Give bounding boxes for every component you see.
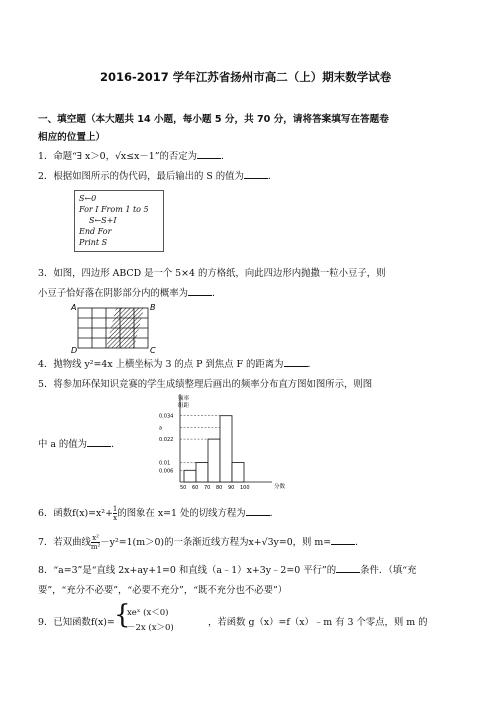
question-6: 6．函数f(x)=x²+ $\frac{1}{x}$ 的图象在 x=1 处的切线方程为 ． [38, 505, 279, 522]
vertex-label-d: D [71, 346, 78, 354]
section-heading-line2: 相应的位置上） [38, 132, 106, 143]
piecewise-brace: { [114, 600, 131, 630]
fraction-numerator: 1 [112, 505, 118, 513]
y-axis-label: 频率 [178, 396, 190, 402]
fraction-numerator: x² [92, 534, 99, 542]
y-tick-label: 0.006 [159, 468, 174, 475]
fraction-denominator: x [113, 514, 118, 522]
q8-text-after: 条件．（填“充 [360, 565, 417, 576]
answer-blank [331, 535, 355, 545]
question-9 [38, 614, 115, 628]
x-tick-label: 100 [240, 485, 250, 491]
histogram-bar [220, 416, 232, 482]
x-tick-label: 60 [192, 485, 199, 491]
q9-prefix: 9．已知函数 [38, 617, 91, 628]
q6-prefix: 6．函数 [38, 508, 73, 519]
answer-blank [336, 563, 360, 573]
q9-function: f(x)= [90, 617, 115, 628]
q3-text: 小豆子恰好落在阴影部分内的概率为 [38, 288, 189, 299]
code-line: Print S [79, 238, 108, 247]
q7-suffix: ，则 m= [292, 537, 332, 548]
pseudocode-box [74, 190, 164, 252]
answer-blank [197, 149, 221, 159]
q8-text: 8．“a=3”是“直线 2x+ay+1=0 和直线（a﹣1）x+3y﹣2=0 平行”的 [38, 565, 337, 576]
answer-blank [244, 169, 268, 179]
vertex-label-b: B [150, 303, 156, 312]
q1-prefix: 1．命题“∃ x＞0， [38, 151, 115, 162]
question-8-line2: 要”，“充分不必要”，“必要不充分”，“既不充分也不必要”） [38, 585, 288, 596]
question-4: 4．抛物线 y²=4x 上横坐标为 3 的点 P 到焦点 F 的距离为 ． [38, 359, 317, 370]
frequency-histogram [156, 392, 291, 494]
vertex-label-a: A [71, 303, 77, 312]
q7-middle: －y²=1(m＞0)的一条渐近线方程为 [100, 537, 249, 548]
x-tick-label: 70 [204, 485, 211, 491]
q5-text: 中 a 的值为 [38, 439, 88, 450]
x-axis-label: 分数 [274, 484, 286, 490]
histogram-bar [232, 463, 244, 483]
q4-text: 4．抛物线 y²=4x 上横坐标为 3 的点 P 到焦点 F 的距离为 [38, 359, 284, 370]
y-axis-label: 组距 [178, 403, 190, 409]
y-tick-label: a [159, 425, 163, 432]
q6-function: f(x)=x²+ [72, 508, 113, 519]
q1-expression: √x≤x－1” [114, 151, 160, 162]
answer-blank [87, 437, 111, 447]
code-line: S←S+I [89, 216, 117, 225]
code-line: For I From 1 to 5 [79, 205, 149, 214]
answer-blank [188, 286, 212, 296]
question-3-line1: 3．如图，四边形 ABCD 是一个 5×4 的方格纸，向此四边形内抛撒一粒小豆子，则 [38, 268, 386, 279]
q7-prefix: 7．若双曲线 [38, 537, 91, 548]
histogram-bar [196, 463, 208, 483]
vertex-label-c: C [150, 346, 156, 354]
histogram-bar [208, 439, 220, 482]
question-5-line1: 5．将参加环保知识竞赛的学生成绩整理后画出的频率分布直方图如图所示，则图 [38, 379, 373, 390]
histogram-bar [184, 470, 196, 482]
question-1: 1．命题“∃ x＞0，√x≤x－1”的否定为 ． [38, 151, 231, 162]
x-tick-label: 90 [228, 485, 235, 491]
question-3-line2: 小豆子恰好落在阴影部分内的概率为 ． [38, 288, 222, 299]
code-line: End For [79, 227, 112, 236]
q6-suffix: 的图象在 x=1 处的切线方程为 [117, 508, 246, 519]
q9-suffix: ，若函数 g（x）=f（x）﹣m 有 3 个零点，则 m 的 [208, 617, 428, 628]
q9-case-1: xeˣ (x＜0) [127, 608, 169, 618]
code-line: S←0 [79, 194, 97, 203]
page-title: 2016-2017 学年江苏省扬州市高二（上）期末数学试卷 [100, 70, 392, 84]
y-tick-label: 0.01 [159, 460, 171, 467]
x-tick-label: 50 [180, 485, 187, 491]
grid-figure [66, 300, 162, 354]
question-5-line2: 中 a 的值为 ． [38, 439, 121, 450]
q7-fraction [91, 534, 100, 551]
answer-blank [246, 506, 270, 516]
fraction-denominator: m² [90, 543, 101, 551]
q7-asymptote: x+√3y=0 [248, 537, 293, 548]
question-7: 7．若双曲线 $\frac{\text{x²}}{\text{m²}}$ －y²=1(m＞0)的一条渐近线方程为x+√3y=0，则 m= ． [38, 534, 365, 551]
answer-blank [284, 357, 308, 367]
question-8-line1 [38, 562, 416, 576]
q1-suffix: 的否定为 [159, 151, 198, 162]
q9-case-2: －2x (x＞0) [127, 623, 174, 633]
question-2: 2．根据如图所示的伪代码，最后输出的 S 的值为 ． [38, 171, 278, 182]
y-tick-label: 0.022 [159, 437, 174, 444]
q2-text: 2．根据如图所示的伪代码，最后输出的 S 的值为 [38, 171, 244, 182]
x-tick-label: 80 [216, 485, 223, 491]
y-tick-label: 0.034 [159, 413, 174, 420]
section-heading-line1: 一、填空题（本大题共 14 小题，每小题 5 分，共 70 分，请将答案填写在答题卷 [38, 114, 389, 125]
